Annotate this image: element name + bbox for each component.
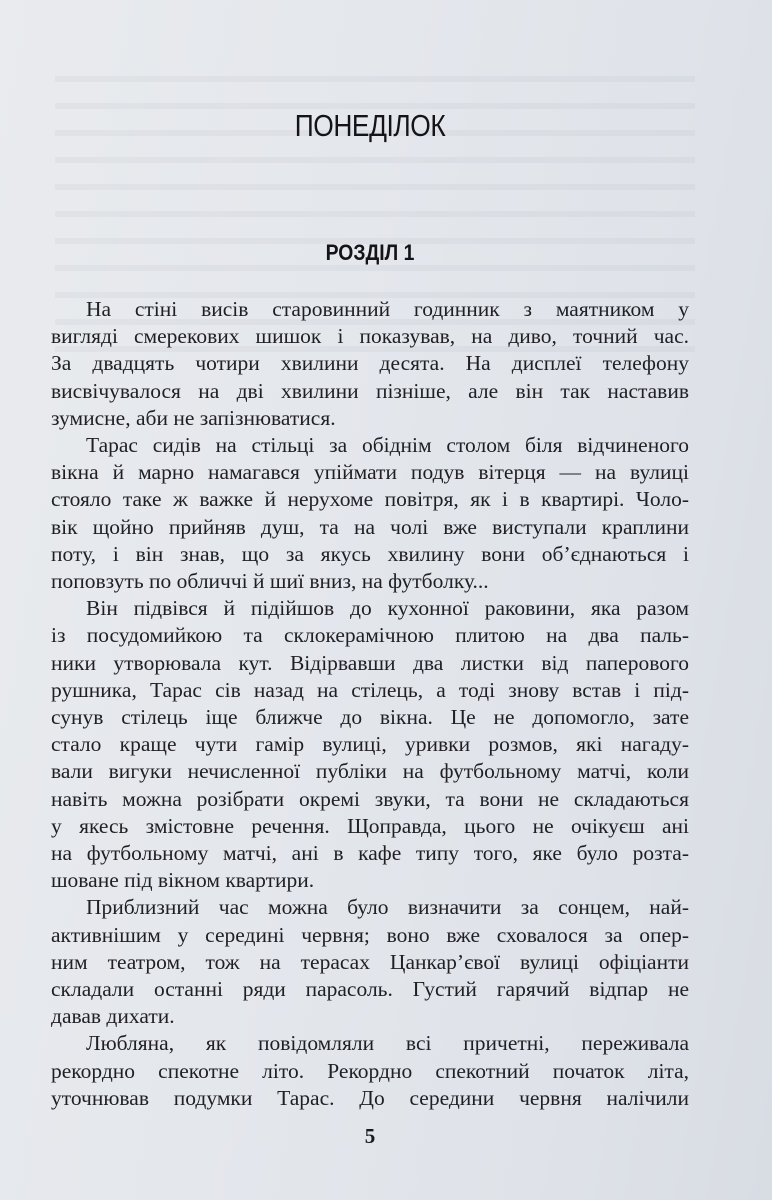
text-line: вали вигуки нечисленної публіки на футбольному матчі, коли (51, 759, 689, 784)
text-line: рушника, Тарас сів назад на стілець, а тоді знову встав і під- (51, 677, 689, 702)
text-line: уточнював подумки Тарас. До середини червня налічили (51, 1085, 689, 1110)
text-line: сунув стілець іще ближче до вікна. Це не допомогло, зате (51, 705, 689, 730)
paragraph-4 (51, 894, 689, 1030)
part-title: ПОНЕДІЛОК (294, 108, 446, 143)
text-line: Він підвівся й підійшов до кухонної раковини, яка разом (86, 596, 689, 621)
chapter-title: РОЗДІЛ 1 (325, 240, 415, 265)
text-line: на футбольному матчі, ані в кафе типу того, яке було розта- (51, 841, 689, 866)
text-line: зумисне, аби не запізнюватися. (51, 405, 336, 430)
text-line: вік щойно прийняв душ, та на чолі вже виступали краплини (51, 514, 689, 539)
text-line: стояло таке ж важке й нерухоме повітря, як і в квартирі. Чоло- (51, 487, 689, 512)
body-text (51, 296, 689, 1112)
text-line: шоване під вікном квартири. (51, 868, 315, 893)
page-number: 5 (364, 1124, 376, 1148)
text-line: активнішим у середині червня; воно вже сховалося за опер- (51, 922, 689, 947)
paragraph-1 (51, 296, 689, 432)
text-line: Приблизний час можна було визначити за сонцем, най- (86, 895, 689, 920)
text-line: із посудомийкою та склокерамічною плитою на два паль- (51, 623, 689, 648)
paragraph-2 (51, 432, 689, 595)
paragraph-5 (51, 1030, 689, 1112)
text-line: давав дихати. (51, 1004, 175, 1029)
text-line: стало краще чути гамір вулиці, уривки розмов, які нагаду- (51, 732, 689, 757)
text-line: ним театром, тож на терасах Цанкар’євої вулиці офіціанти (51, 949, 689, 974)
text-line: вікна й марно намагався упіймати подув вітерця — на вулиці (51, 460, 689, 485)
text-line: Тарас сидів на стільці за обіднім столом біля відчиненого (86, 433, 689, 458)
text-line: Любляна, як повідомляли всі причетні, переживала (86, 1031, 689, 1056)
text-line: На стіні висів старовинний годинник з маятником у (86, 297, 689, 321)
text-line: рекордно спекотне літо. Рекордно спекотний початок літа, (51, 1058, 689, 1083)
text-line: За двадцять чотири хвилини десята. На дисплеї телефону (51, 351, 689, 376)
text-line: навіть можна розібрати окремі звуки, та вони не складаються (51, 786, 689, 811)
text-line: поповзуть по обличчі й шиї вниз, на футболку... (51, 569, 489, 594)
text-line: у якесь змістовне речення. Щоправда, цього не очікуєш ані (51, 813, 689, 838)
text-line: ники утворювала кут. Відірвавши два листки від паперового (51, 650, 689, 675)
text-line: складали останні ряди парасоль. Густий гарячий відпар не (51, 977, 689, 1002)
text-line: поту, і він знав, що за якусь хвилину вони об’єднаються і (51, 541, 689, 566)
paragraph-3 (51, 595, 689, 894)
text-line: висвічувалося на дві хвилини пізніше, але він так наставив (51, 378, 689, 403)
text-line: вигляді смерекових шишок і показував, на диво, точний час. (51, 324, 689, 349)
